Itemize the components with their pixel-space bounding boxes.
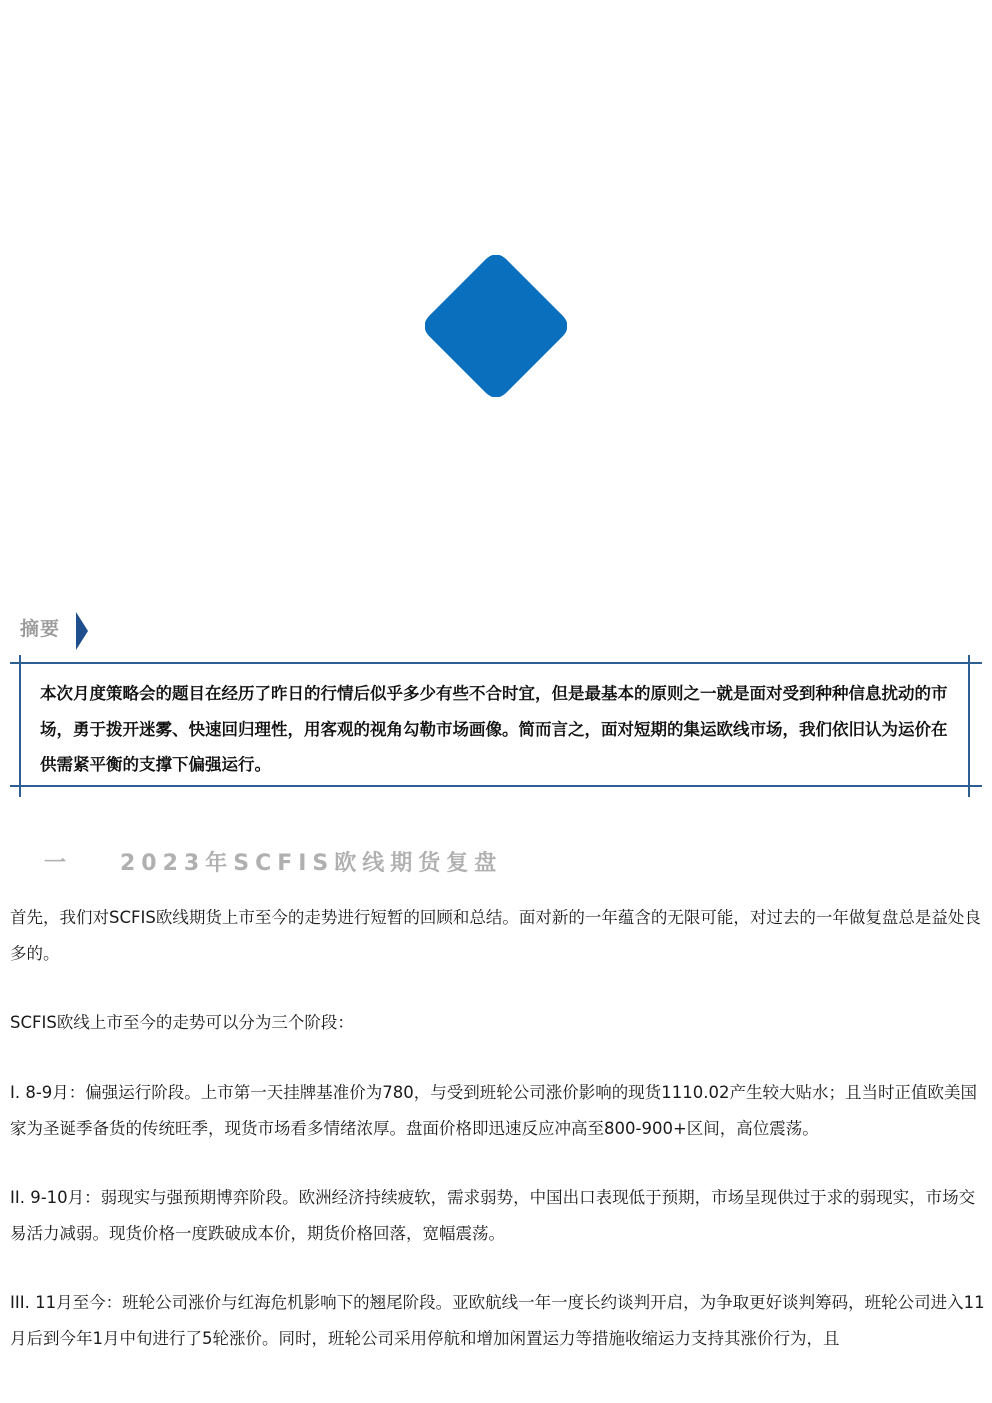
paragraph-stage-1: I. 8-9月：偏强运行阶段。上市第一天挂牌基准价为780，与受到班轮公司涨价影响的现货1110.02产生较大贴水；且当时正值欧美国家为圣诞季备货的传统旺季，现货市场看多情绪浓厚。盘面价格即迅速反应冲高至800-900+区间，高位震荡。	[10, 1083, 978, 1138]
chevron-right-icon	[75, 612, 89, 650]
abstract-top-rule	[10, 662, 982, 664]
paragraph-stage-3: III. 11月至今：班轮公司涨价与红海危机影响下的翘尾阶段。亚欧航线一年一度长约谈判开启，为争取更好谈判筹码，班轮公司进入11月后到今年1月中旬进行了5轮涨价。同时，班轮公司采用停航和增加闲置运力等措施收缩运力支持其涨价行为，且	[10, 1293, 985, 1348]
paragraph-intro: 首先，我们对SCFIS欧线期货上市至今的走势进行短暂的回顾和总结。面对新的一年蕴含的无限可能，对过去的一年做复盘总是益处良多的。	[10, 908, 981, 963]
section-title: 2023年SCFIS欧线期货复盘	[120, 851, 503, 876]
section-number: 一	[44, 851, 67, 876]
abstract-text: 本次月度策略会的题目在经历了昨日的行情后似乎多少有些不合时宜，但是最基本的原则之一就是面对受到种种信息扰动的市场，勇于拨开迷雾、快速回归理性，用客观的视角勾勒市场画像。简而言之，面对短期的集运欧线市场，我们依旧认为运价在供需紧平衡的支撑下偏强运行。	[40, 684, 948, 774]
abstract-label: 摘要	[20, 618, 61, 640]
section-heading	[44, 846, 502, 877]
paragraph-stage-2: II. 9-10月：弱现实与强预期博弈阶段。欧洲经济持续疲软，需求弱势，中国出口表现低于预期，市场呈现供过于求的弱现实，市场交易活力减弱。现货价格一度跌破成本价，期货价格回落，宽幅震荡。	[10, 1188, 976, 1243]
abstract-bottom-rule	[10, 785, 982, 787]
paragraph-stages: SCFIS欧线上市至今的走势可以分为三个阶段：	[10, 1013, 354, 1032]
abstract-left-rule	[19, 655, 21, 797]
diamond-logo-icon	[425, 255, 567, 397]
abstract-right-rule	[968, 655, 970, 797]
